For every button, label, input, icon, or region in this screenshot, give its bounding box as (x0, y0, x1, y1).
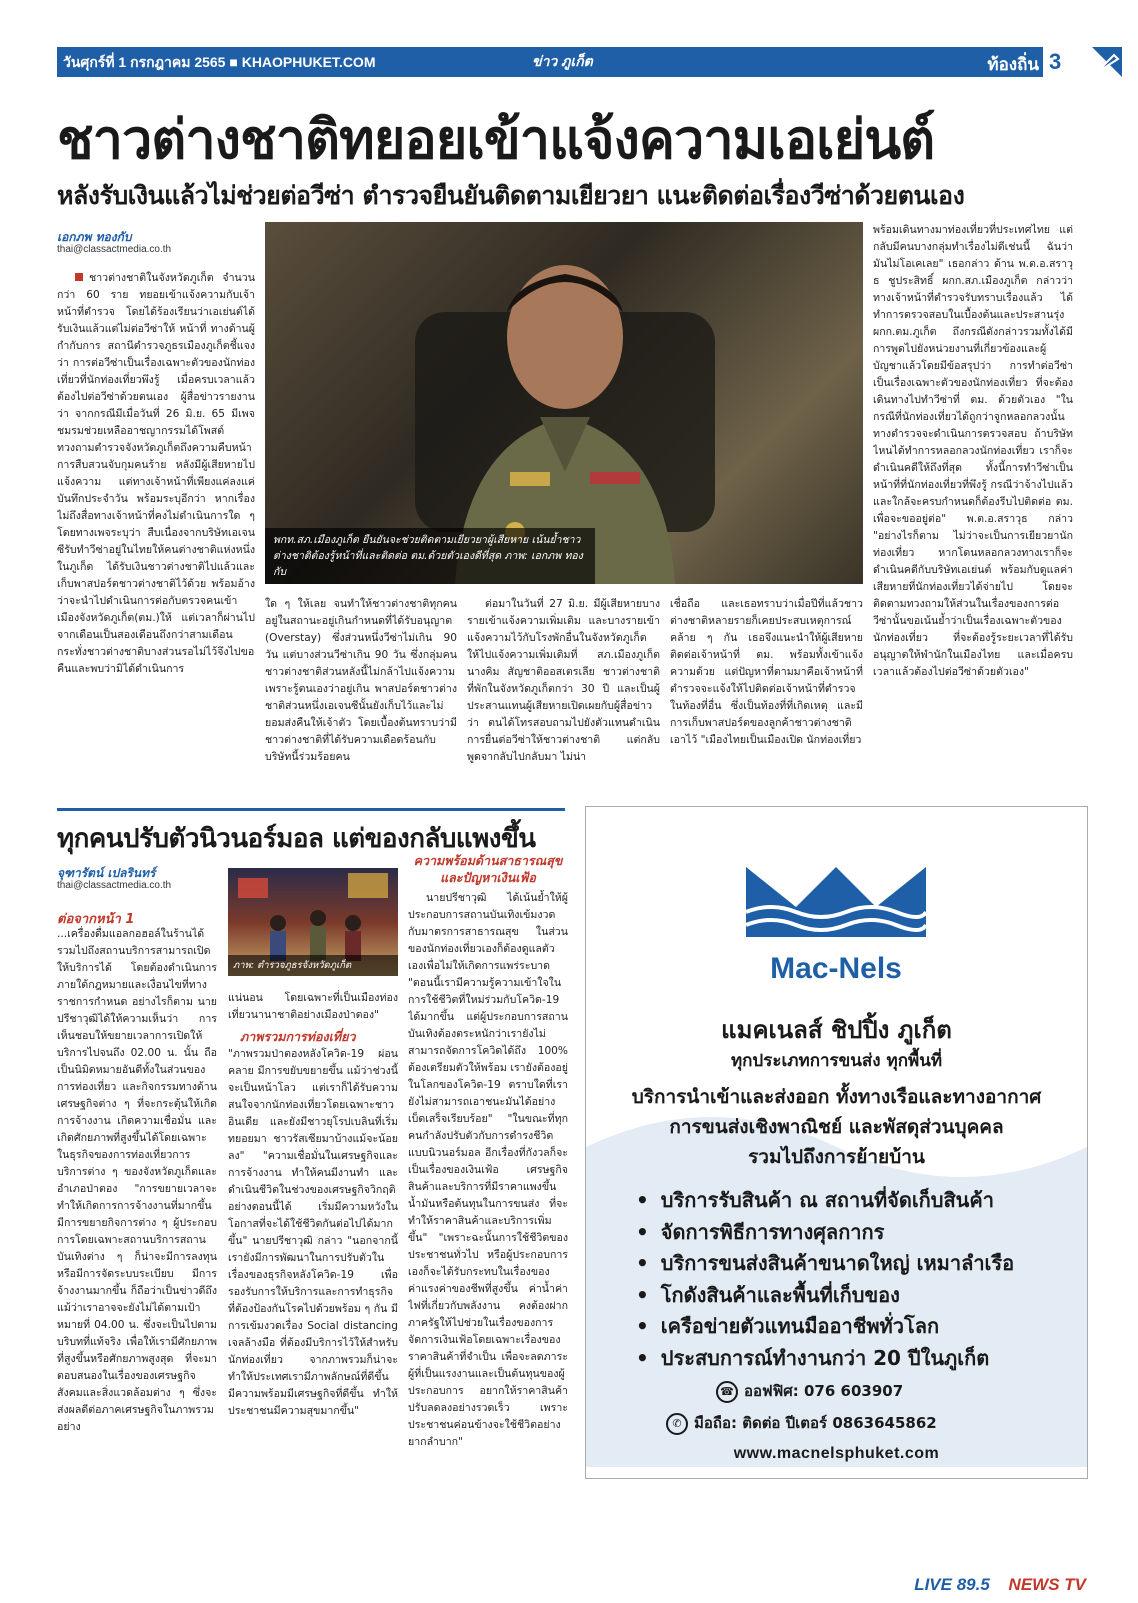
article1-column-1: ชาวต่างชาติในจังหวัดภูเก็ต จำนวนกว่า 60 ราย ทยอยเข้าแจ้งความกับเจ้าหน้าที่ตำรวจ โดยได้ร้องเรียนว่าเอเย่นต์ได้รับเงินแล้วแต่ไม่ต่อวีซ่าให้ หน้าที่ ทางด้านผู้กำกับการ สถานีตำรวจภูธรเมืองภูเก็ตชี้แจงว่า การต่อวีซ่าเป็นเรื่องเฉพาะตัวของนักท่องเที่ยวที่นักท่องเที่ยวพึงรู้ เมื่อครบเวลาแล้วต้องไปต่อวีซ่าด้วยตนเอง ผู้สื่อข่าวรายงานว่า จากกรณีมีเมื่อวันที่ 26 มิ.ย. 65 มีเพจชมรมช่วยเหลืออาชญากรรมได้โพสต์ทวงถามตำรวจจังหวัดภูเก็ตถึงความคืบหน้าการสืบสวนจับกุมคนร้าย หลังมีผู้เสียหายไปแจ้งความ แต่ทางเจ้าหน้าที่เพียงแค่ลงแค่บันทึกประจำวัน พร้อมระบุอีกว่า หากเรื่องไม่ถึงสื่อทางเจ้าหน้าที่คงไม่ดำเนินการใด ๆ โดยทางเพจระบุว่า สืบเนื่องจากบริษัทเอเจนซีรับทำวีซ่าอยู่ในไทยให้คนต่างชาติแห่งหนึ่งในภูเก็ต ได้รับเงินชาวต่างชาติไปแล้วและเก็บพาสปอร์ตชาวต่างชาติไว้ด้วย พร้อมอ้างว่าจะนำไปดำเนินการต่อกับตรวจคนเข้าเมืองจังหวัดภูเก็ต(ตม.)ให้ แต่เวลาก็ผ่านไปจากเดือนเป็นสองเดือนถึงกว่าสามเดือน กระทั่งชาวต่างชาติบางส่วนรอไม่ไว้จึงไปขอคืนและพบว่ามิได้ดำเนินการ (57, 272, 255, 675)
article2-photo-caption: ภาพ: ตำรวจภูธรจังหวัดภูเก็ต (228, 955, 398, 976)
headline: ชาวต่างชาติทยอยเข้าแจ้งความเอเย่นต์ (57, 108, 935, 171)
article1-photo (265, 222, 863, 584)
article1-column-3: ต่อมาในวันที่ 27 มิ.ย. มีผู้เสียหายบางรายเข้าแจ้งความเพิ่มเติม และบางรายเข้าแจ้งความไว้กับโรงพักอื่นในจังหวัดภูเก็ต ให้ไปแจ้งความเพิ่มเติมที่ สภ.เมืองภูเก็ต นางคิม สัญชาติออสเตรเลีย ชาวต่างชาติที่พักในจังหวัดภูเก็ตกว่า 30 ปี และเป็นผู้ประสานแทนผู้เสียหายเปิดเผยกับผู้สื่อข่าวว่า ตนได้โทรสอบถามไปยังตัวแทนดำเนินการยื่นต่อวีซ่าให้ชาวต่างชาติ แต่กลับพูดจากลับไปกลับมา ไม่น่า (467, 598, 660, 763)
ad-tagline: ทุกประเภทการขนส่ง ทุกพื้นที่ (730, 1051, 943, 1071)
subheadline: หลังรับเงินแล้วไม่ช่วยต่อวีซ่า ตำรวจยืนยันติดตามเยียวยา แนะติดต่อเรื่องวีซ่าด้วยตนเอง (57, 181, 965, 210)
news-tv-logo: NEWS TV (1008, 1575, 1086, 1594)
article2-column-2: "ภาพรวมป่าตองหลังโควิด-19 ผ่อนคลาย มีการขยับขยายขึ้น แม้ว่าช่วงนี้จะเป็นหน้าโลว แต่เราก็ได้รับความสนใจจากนักท่องเที่ยวโดยเฉพาะชาวอินเดีย และยังมีชาวยุโรปเบลินที่เริ่มทยอยมา ชาวรัสเซียมาบ้างแม้จะน้อยลง" "ความเชื่อมั่นในเศรษฐกิจและการจ้างงาน ทำให้คนมีงานทำ และดำเนินชีวิตในช่วงของเศรษฐกิจวิกฤติอย่างตอนนี้ได้ เริ่มมีความหวังในโอกาสที่จะได้ใช้ชีวิตกันต่อไปได้มากขึ้น" นายปรีชาวุฒิ กล่าว "นอกจากนี้เรายังมีการพัฒนาในการปรับตัวในเรื่องของธุรกิจหลังโควิด-19 เพื่อรองรับการให้บริการและการทำธุรกิจ ที่ต้องป้องกันโรคไปด้วยพร้อม ๆ กัน มีการเข้มงวดเรื่อง Social distancing เจลล้างมือ ที่ต้องมีบริการไว้ให้สำหรับนักท่องเที่ยว จากภาพรวมก็น่าจะทำให้ประเทศเรามีภาพลักษณ์ที่ดีขึ้น มีความพร้อมมีเศรษฐกิจที่ดีขึ้น ทำให้ประชาชนมีความสุขมากขึ้น" (228, 1048, 398, 1417)
article2-column-2-lead: แน่นอน โดยเฉพาะที่เป็นเมืองท่องเที่ยวนานาชาติอย่างเมืองป่าตอง" (228, 992, 398, 1021)
macnels-logo-icon (736, 847, 936, 957)
article1-column-5: พร้อมเดินทางมาท่องเที่ยวที่ประเทศไทย แต่กลับมีคนบางกลุ่มทำเรื่องไม่ดีเช่นนี้ ฉันว่ามันไม่โอเคเลย" เธอกล่าว ด้าน พ.ต.อ.สราวุธ ชูประสิทธิ์ ผกก.สภ.เมืองภูเก็ต กล่าวว่า ทางเจ้าหน้าที่ตำรวจรับทราบเรื่องแล้ว ได้ทำการตรวจสอบในเบื้องต้นและประสานรุ่ง ผกก.ตม.ภูเก็ต ถึงกรณีดังกล่าวรวมทั้งได้มีการพูดไปยังหน่วยงานที่เกี่ยวข้องและผู้บัญชาแล้วโดยมีข้อสรุปว่า การทำต่อวีซ่าเป็นเรื่องเฉพาะตัวของนักท่องเที่ยว ที่จะต้องเดินทางไปทำวีซ่าที่ ตม. ด้วยตัวเอง "ในกรณีที่นักท่องเที่ยวได้ถูกว่าจูกหลอกลวงนั้น ทางตำรวจจะดำเนินการตรวจสอบ ถ้าบริษัทไหนได้ทำการหลอกลวงนักท่องเที่ยว เราก็จะดำเนินคดีให้ถึงที่สุด ทั้งนี้การทำวีซ่าเป็นหน้าที่ที่นักท่องเที่ยวที่พึงรู้ กรณีว่าจ้างไปแล้วและใกล้จะครบกำหนดก็ต้องรีบไปติดต่อ ตม. เพื่อจะขออยู่ต่อ" พ.ต.อ.สราวุธ กล่าว "อย่างไรก็ตาม ไม่ว่าจะเป็นการเยียวยานักท่องเที่ยว หากโดนหลอกลวงทางเราก็จะดำเนินคดีกับบริษัทเอเย่นต์ พร้อมกับดูแลค่าเสียหายที่นักท่องเที่ยวได้จ่ายไป โดยจะติดตามทวงถามให้ส่วนในเรื่องของการต่อวีซ่านั้นขอเน้นย้ำว่าเป็นเรื่องเฉพาะตัวของนักท่องเที่ยว ที่จะต้องรู้ระยะเวลาที่ได้รับอนุญาตให้พำนักในเมืองไทย และเมื่อครบเวลาแล้วต้องไปต่อวีซ่าด้วยตัวเอง" (873, 224, 1073, 678)
header-date: วันศุกร์ที่ 1 กรกฎาคม 2565 ■ KHAOPHUKET.COM (63, 54, 376, 70)
article2-subhead-tourism: ภาพรวมการท่องเที่ยว (240, 1029, 356, 1044)
header-logo: ข่าว ภูเก็ต (532, 53, 593, 69)
ad-website: www.macnelsphuket.com (733, 1445, 940, 1462)
section-rule (57, 808, 565, 811)
list-item: • เครือข่ายตัวแทนมืออาชีพทั่วโลก (636, 1311, 1056, 1343)
article2-subhead-health: ความพร้อมด้านสาธารณสุข และปัญหาเงินเฟ้อ (413, 853, 563, 885)
live-radio-logo: LIVE 89.5 (914, 1575, 990, 1594)
article2-author-name: จุฑารัตน์ เปลรินทร์ (57, 866, 156, 880)
page-number: 3 (1043, 47, 1087, 77)
author-email: thai@classactmedia.co.th (57, 244, 172, 255)
list-item: • บริการขนส่งสินค้าขนาดใหญ่ เหมาลำเรือ (636, 1248, 1056, 1280)
header-section: ท้องถิ่น (987, 55, 1039, 74)
article2-title: ทุกคนปรับตัวนิวนอร์มอล แต่ของกลับแพงขึ้น (57, 824, 536, 854)
corner-arrow-icon (1092, 47, 1122, 77)
bullet-icon (75, 273, 83, 281)
continued-label: ต่อจากหน้า 1 (57, 912, 135, 927)
header-bar (57, 47, 1087, 77)
ad-brand: Mac-Nels (770, 952, 902, 985)
ad-company-name: แมคเนลส์ ชิปปิ้ง ภูเก็ต (721, 1016, 952, 1044)
article2-column-3: นายปรีชาวุฒิ ได้เน้นย้ำให้ผู้ประกอบการสถานบันเทิงเข้มงวดกับมาตรการสาธารณสุข ในส่วนของนักท่องเที่ยวเองก็ต้องดูแลตัวเองเพื่อไม่ให้เกิดการแพร่ระบาด "ตอนนี้เรามีความรู้ความเข้าใจในการใช้ชีวิตที่ใหม่ร่วมกับโควิด-19 ได้มากขึ้น แต่ผู้ประกอบการสถานบันเทิงต้องตระหนักว่าเรายังไม่สามารถจัดการโควิดได้ถึง 100% ต้องเตรียมตัวให้พร้อม เรายังต้องอยู่ในโลกของโควิด-19 ตราบใดที่เรายังไม่สามารถเอาชนะมันได้อย่างเบ็ดเสร็จเรียบร้อย" "ในขณะที่ทุกคนกำลังปรับตัวกับการดำรงชีวิตแบบนิวนอร์มอล อีกเรื่องที่กังวลก็จะเป็นเรื่องของเงินเฟ้อ เศรษฐกิจ สินค้าและบริการที่มีราคาแพงขึ้น น้ำมันหรือต้นทุนในการขนส่ง ที่จะทำให้ราคาสินค้าและบริการเพิ่มขึ้น" "เพราะฉะนั้นการใช้ชีวิตของประชาชนทั่วไป หรือผู้ประกอบการเองก็จะได้รับกระทบในเรื่องของค่าแรงค่าของชีพที่สูงขึ้น ค่าน้ำค่าไฟที่เกี่ยวกับพลังงาน คงต้องฝากภาครัฐให้ไปช่วยในเรื่องของการจัดการเงินเฟ้อโดยเฉพาะเรื่องของราคาสินค้าที่จำเป็น เพื่อจะลดภาระผู้ที่เป็นแรงงานและเป็นต้นทุนของผู้ประกอบการ อยากให้ราคาสินค้าปรับลดลงอย่างรวดเร็ว เพราะประชาชนค่อนข้างจะใช้ชีวิตอย่างยากลำบาก" (408, 892, 568, 1448)
ad-mobile-contact: ✆ มือถือ: ติดต่อ ปีเตอร์ 0863645862 (666, 1411, 937, 1435)
article1-photo-caption: พกท.สภ.เมืองภูเก็ต ยืนยันจะช่วยติดตามเยียวยาผู้เสียหาย เน้นย้ำชาวต่างชาติต้องรู้หน้าที่และติดต่อ ตม.ด้วยตัวเองดีที่สุด ภาพ: เอกภพ ทองกับ (265, 528, 595, 584)
article1-column-2: ใด ๆ ให้เลย จนทำให้ชาวต่างชาติทุกคนอยู่ในสถานะอยู่เกินกำหนดที่ได้รับอนุญาต (Overstay) ซึ่งส่วนหนึ่งวีซ่าไม่เกิน 90 วัน แต่บางส่วนวีซ่าเกิน 90 วัน ซึ่งกลุ่มคนชาวต่างชาติส่วนหลังนี้ไม่กล้าไปแจ้งความ เพราะรู้ตนเองว่าอยู่เกิน พาสปอร์ตชาวต่างชาติส่วนหนึ่งเอเจนซีนั้นยังเก็บไว้และไม่ยอมส่งคืนให้เจ้าตัว โดยเบื้องต้นทราบว่ามีชาวต่างชาติที่ได้รับความเดือดร้อนกับบริษัทนี้ร่วมร้อยคน (265, 598, 457, 763)
list-item: • จัดการพิธีการทางศุลกากร (636, 1217, 1056, 1249)
ad-service-list (636, 1185, 1056, 1374)
list-item: • ประสบการณ์ทำงานกว่า 20 ปีในภูเก็ต (636, 1343, 1056, 1375)
mobile-icon: ✆ (666, 1413, 688, 1435)
article2-photo (228, 868, 398, 976)
article1-column-4: เชื่อถือ และเธอทราบว่าเมื่อปีที่แล้วชาวต่างชาติหลายรายก็เคยประสบเหตุการณ์คล้าย ๆ กัน เธอจึงแนะนำให้ผู้เสียหายติดต่อเจ้าหน้าที่ ตม. พร้อมทั้งเข้าแจ้งความด้วย แต่ปัญหาที่ตามมาคือเจ้าหน้าที่ตำรวจจะแจ้งให้ไปติดต่อเจ้าหน้าที่ตำรวจในท้องที่อื่น ซึ่งเป็นท้องที่ที่เกิดเหตุ และมีการเก็บพาสปอร์ตของลูกค้าชาวต่างชาติเอาไว้ "เมืองไทยเป็นเมืองเปิด นักท่องเที่ยว (670, 598, 863, 746)
article2-author-email: thai@classactmedia.co.th (57, 880, 172, 891)
ad-office-contact: ☎ ออฟฟิศ: 076 603907 (716, 1379, 903, 1403)
author-name: เอกภพ ทองกับ (57, 230, 132, 244)
ad-services: บริการนำเข้าและส่งออก ทั้งทางเรือและทางอากาศ การขนส่งเชิงพาณิชย์ และพัสดุส่วนบุคคล รวมไปถึงการย้ายบ้าน (631, 1086, 1042, 1168)
article2-column-1: ...เครื่องดื่มแอลกอฮอล์ในร้านได้ รวมไปถึงสถานบริการสามารถเปิดให้บริการได้ โดยต้องดำเนินการภายใต้กฎหมายและเงื่อนไขที่ทางราชการกำหนด อย่างไรก็ตาม นายปรีชาวุฒิได้ให้ความเห็นว่า การเห็นชอบให้ขยายเวลาการเปิดให้บริการไปจนถึง 02.00 น. นั้น ถือเป็นนิมิตหมายอันดีทั้งในส่วนของการท่องเที่ยว และกิจกรรมทางด้านเศรษฐกิจต่าง ๆ ที่จะกระตุ้นให้เกิดการจ้างงาน เกิดความเชื่อมั่น และเกิดศักยภาพที่สูงขึ้นได้โดยเฉพาะในธุรกิจของการท่องเที่ยวการบริการต่าง ๆ ของจังหวัดภูเก็ตและอำเภอป่าตอง "การขยายเวลาจะทำให้เกิดการการจ้างงานที่มากขึ้น มีการขยายกิจการต่าง ๆ ผู้ประกอบการโดยเฉพาะสถานบริการสถานบันเทิงต่าง ๆ ก็น่าจะมีการลงทุนหรือมีการจัดระบบระเบียบ มีการจ้างงานมากขึ้น ก็ถือว่าเป็นข่าวดีถึงแม้ว่าเราอาจจะยังไม่ได้ตามเป้าหมายที่ 04.00 น. ซึ่งจะเป็นไปตามบริบทที่แท้จริง เพื่อให้เรามีศักยภาพที่สูงขึ้นหรือศักยภาพสูงสุด ที่จะมาตอบสนองในเรื่องของเศรษฐกิจสังคมและสิ่งแวดล้อมต่าง ๆ ซึ่งจะส่งผลดีต่อภาคเศรษฐกิจในภาพรวมอย่าง (57, 928, 217, 1433)
list-item: • โกดังสินค้าและพื้นที่เก็บของ (636, 1280, 1056, 1312)
list-item: • บริการรับสินค้า ณ สถานที่จัดเก็บสินค้า (636, 1185, 1056, 1217)
macnels-advertisement (585, 806, 1088, 1479)
phone-icon: ☎ (716, 1381, 738, 1403)
footer-logos (914, 1575, 1086, 1595)
